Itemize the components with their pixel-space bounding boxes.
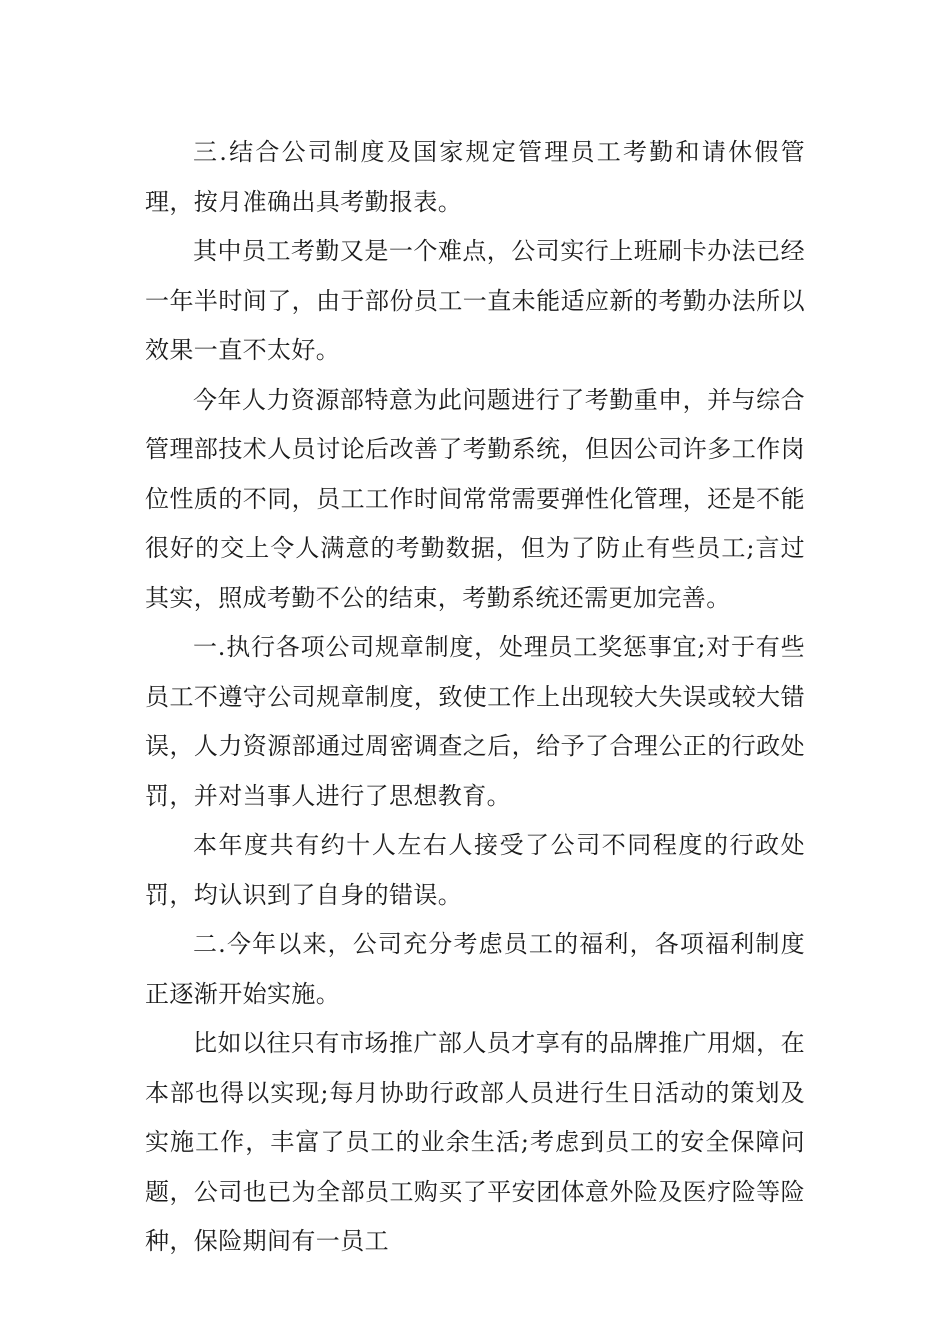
paragraph-welfare-details: 比如以往只有市场推广部人员才享有的品牌推广用烟，在本部也得以实现;每月协助行政部人员进行生日活动的策划及实施工作，丰富了员工的业余生活;考虑到员工的安全保障问题，公司也已为全部员工购买了平安团体意外险及医疗险等险种，保险期间有一员工 <box>145 1029 805 1255</box>
document-body <box>145 128 805 1267</box>
paragraph-attendance-reports: 三.结合公司制度及国家规定管理员工考勤和请休假管理，按月准确出具考勤报表。 <box>145 138 805 216</box>
paragraph-attendance-system: 今年人力资源部特意为此问题进行了考勤重申，并与综合管理部技术人员讨论后改善了考勤系统，但因公司许多工作岗位性质的不同，员工工作时间常常需要弹性化管理，还是不能很好的交上令人满意的考勤数据，但为了防止有些员工;言过其实，照成考勤不公的结束，考勤系统还需更加完善。 <box>145 385 805 612</box>
paragraph-welfare-intro: 二.今年以来，公司充分考虑员工的福利，各项福利制度正逐渐开始实施。 <box>145 930 805 1008</box>
paragraph-penalties-count: 本年度共有约十人左右人接受了公司不同程度的行政处罚，均认识到了自身的错误。 <box>145 831 805 909</box>
paragraph-attendance-difficulty: 其中员工考勤又是一个难点，公司实行上班刷卡办法已经一年半时间了，由于部份员工一直未能适应新的考勤办法所以效果一直不太好。 <box>145 237 805 364</box>
paragraph-rules-enforcement: 一.执行各项公司规章制度，处理员工奖惩事宜;对于有些员工不遵守公司规章制度，致使工作上出现较大失误或较大错误，人力资源部通过周密调查之后，给予了合理公正的行政处罚，并对当事人进行了思想教育。 <box>145 633 805 810</box>
